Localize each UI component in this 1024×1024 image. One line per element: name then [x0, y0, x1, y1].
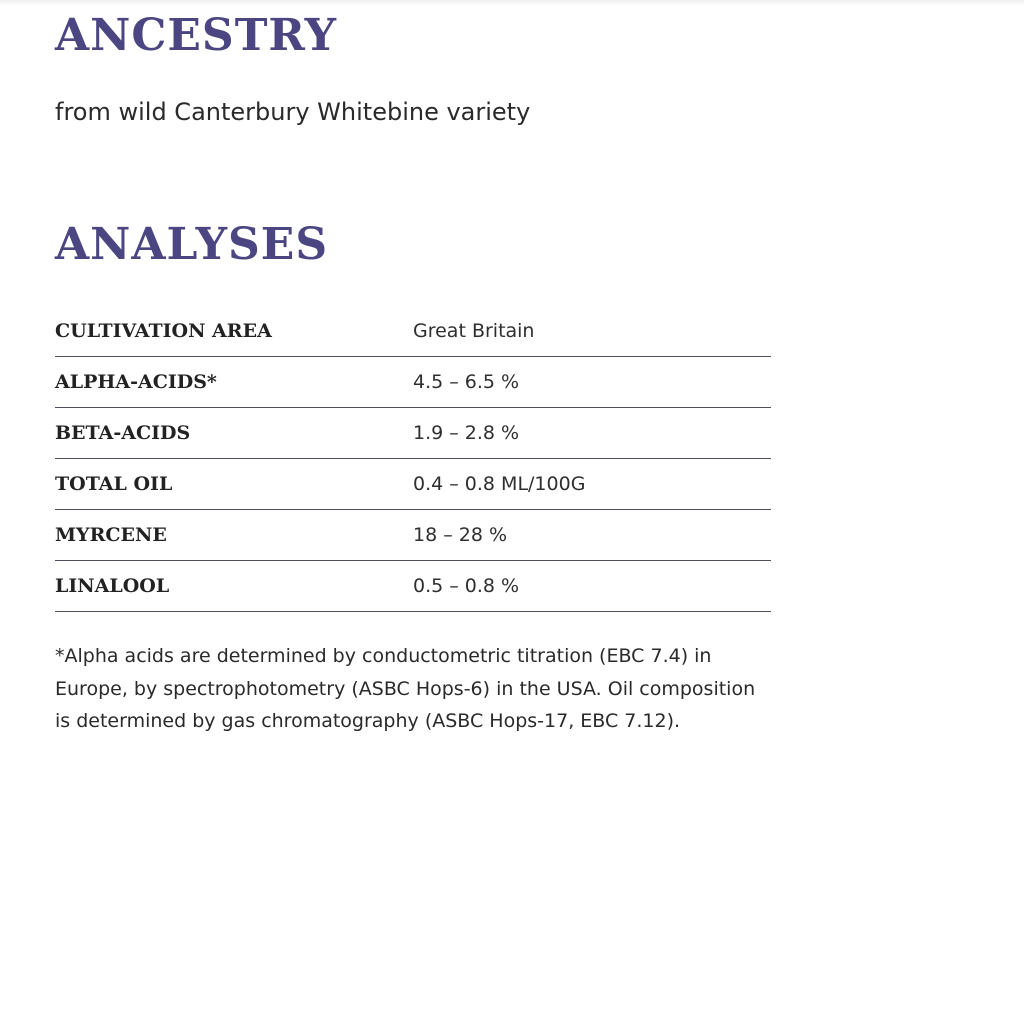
row-value-total-oil: 0.4 – 0.8 ML/100G [413, 459, 771, 510]
row-label-linalool: LINALOOL [55, 561, 413, 612]
analyses-heading: ANALYSES [55, 219, 329, 270]
top-edge-shadow [0, 0, 1024, 6]
analysis-footnote: *Alpha acids are determined by conductometric titration (EBC 7.4) in Europe, by spectrophotometry (ASBC Hops-6) in the USA. Oil composition is determined by gas chromatography (ASBC Hops-17, EBC 7.12). [55, 645, 756, 732]
table-row [55, 306, 771, 357]
row-value-linalool: 0.5 – 0.8 % [413, 561, 771, 612]
row-value-beta-acids: 1.9 – 2.8 % [413, 408, 771, 459]
row-label-myrcene: MYRCENE [55, 510, 413, 561]
table-row [55, 459, 771, 510]
table-row [55, 408, 771, 459]
row-value-alpha-acids: 4.5 – 6.5 % [413, 357, 771, 408]
ancestry-heading: ANCESTRY [55, 10, 338, 61]
table-row [55, 561, 771, 612]
ancestry-text: from wild Canterbury Whitebine variety [55, 98, 531, 126]
row-value-cultivation-area: Great Britain [413, 306, 771, 357]
table-row [55, 357, 771, 408]
row-label-beta-acids: BETA-ACIDS [55, 408, 413, 459]
row-label-alpha-acids: ALPHA-ACIDS* [55, 357, 413, 408]
row-value-myrcene: 18 – 28 % [413, 510, 771, 561]
row-label-cultivation-area: CULTIVATION AREA [55, 306, 413, 357]
analyses-table [55, 306, 771, 612]
row-label-total-oil: TOTAL OIL [55, 459, 413, 510]
table-row [55, 510, 771, 561]
